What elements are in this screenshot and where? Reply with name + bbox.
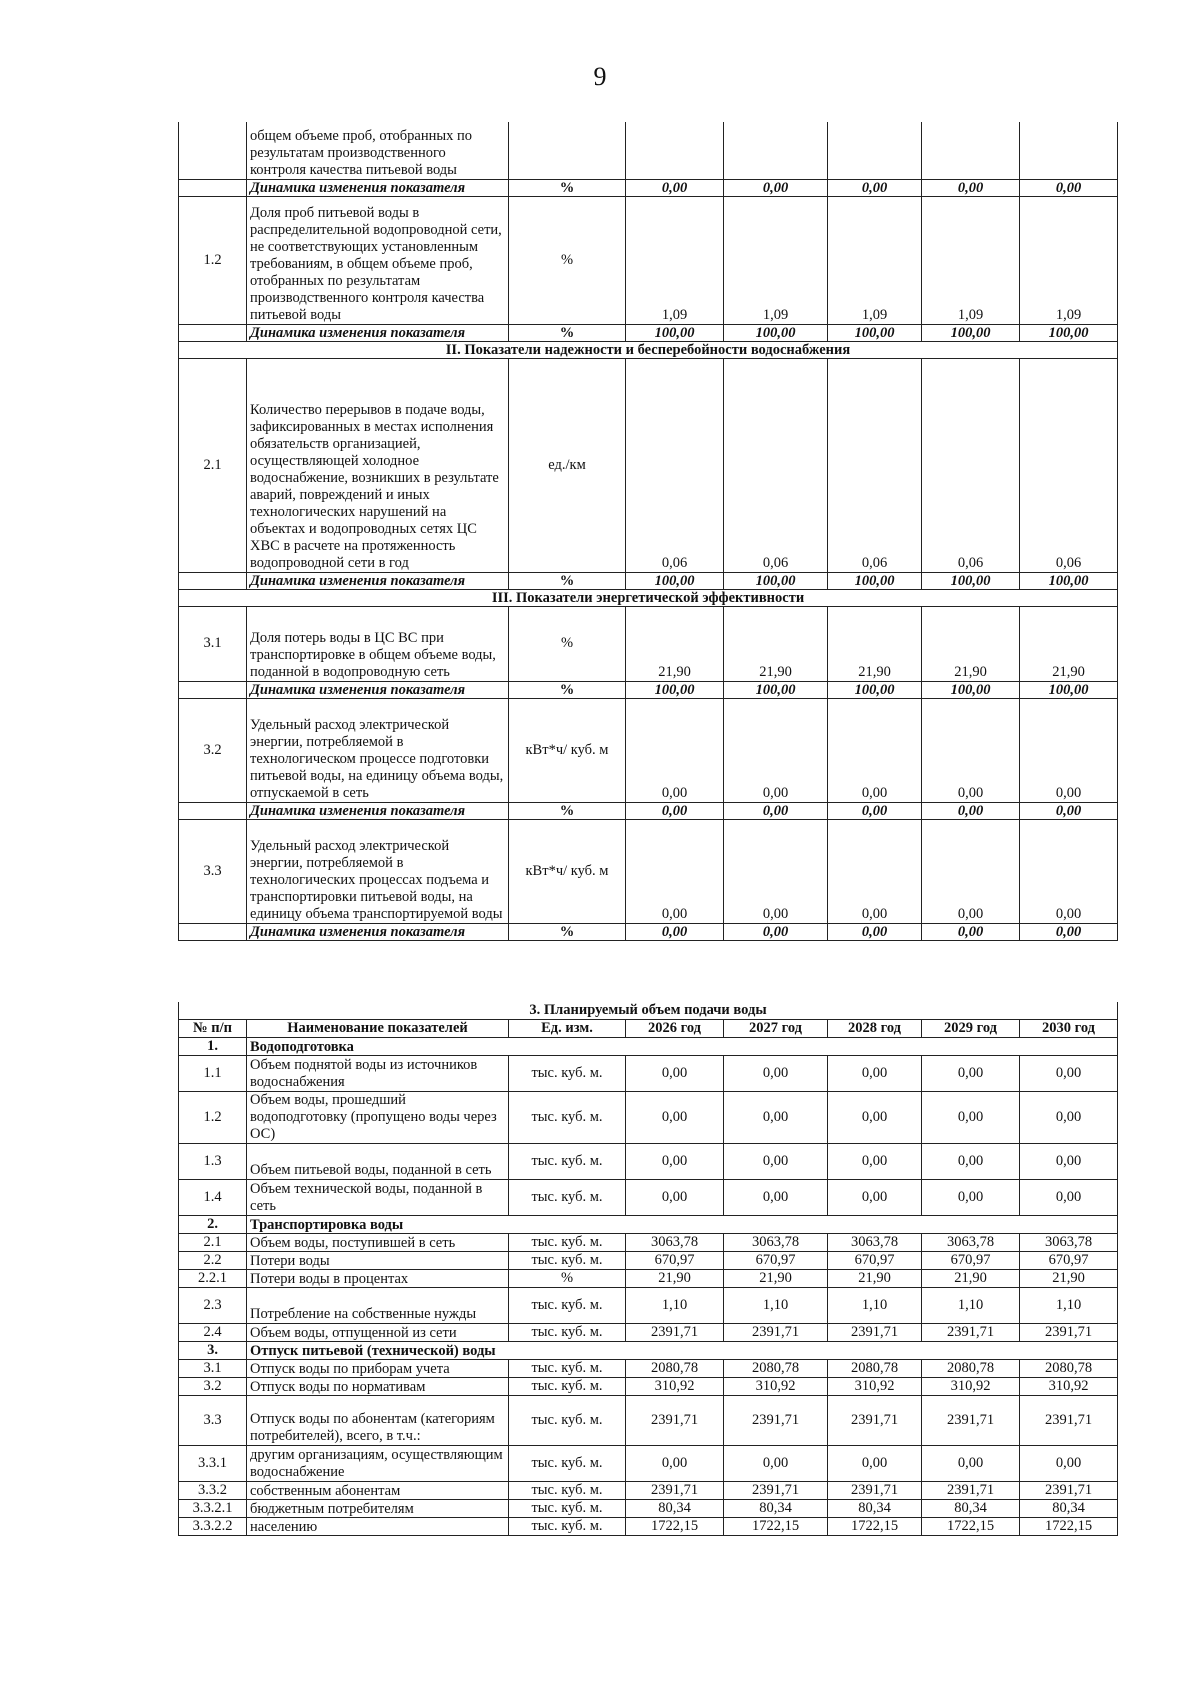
row-number: 3.2 — [179, 1378, 247, 1396]
value-cell: 100,00 — [922, 681, 1020, 698]
value-cell: 0,00 — [724, 1056, 828, 1092]
value-cell: 1,09 — [1020, 196, 1118, 324]
value-cell: 100,00 — [626, 324, 724, 341]
value-cell: 0,00 — [724, 1180, 828, 1216]
value-cell: 670,97 — [626, 1252, 724, 1270]
indicator-row — [179, 698, 1118, 802]
column-header: Наименование показателей — [247, 1020, 509, 1038]
value-cell: 2080,78 — [828, 1360, 922, 1378]
dynamics-row — [179, 802, 1118, 819]
value-cell: 0,00 — [626, 1056, 724, 1092]
value-cell: 1,10 — [922, 1288, 1020, 1324]
value-cell: 21,90 — [724, 606, 828, 681]
value-cell: 21,90 — [828, 606, 922, 681]
unit-cell: кВт*ч/ куб. м — [509, 819, 626, 923]
value-cell: 2391,71 — [724, 1482, 828, 1500]
value-cell — [724, 122, 828, 179]
value-cell: 3063,78 — [1020, 1234, 1118, 1252]
dynamics-row — [179, 681, 1118, 698]
indicator-name: Удельный расход электрической энергии, потребляемой в технологических процессах подъема и транспортировки питьевой воды, на единицу объема транспортируемой воды — [247, 819, 509, 923]
value-cell: 0,00 — [828, 1056, 922, 1092]
unit-cell: тыс. куб. м. — [509, 1180, 626, 1216]
indicator-row — [179, 606, 1118, 681]
value-cell: 21,90 — [828, 1270, 922, 1288]
value-cell: 21,90 — [922, 1270, 1020, 1288]
unit-cell: % — [509, 923, 626, 940]
value-cell: 0,00 — [626, 1092, 724, 1144]
group-number: 2. — [179, 1216, 247, 1234]
value-cell: 100,00 — [626, 681, 724, 698]
column-header: № п/п — [179, 1020, 247, 1038]
value-cell: 0,06 — [1020, 358, 1118, 572]
indicator-name: Объем поднятой воды из источников водоснабжения — [247, 1056, 509, 1092]
unit-cell: ед./км — [509, 358, 626, 572]
value-cell: 310,92 — [922, 1378, 1020, 1396]
indicator-name: собственным абонентам — [247, 1482, 509, 1500]
value-cell: 0,00 — [828, 923, 922, 940]
column-header: 2028 год — [828, 1020, 922, 1038]
group-row — [179, 1342, 1118, 1360]
value-cell: 100,00 — [828, 572, 922, 589]
table-row — [179, 1360, 1118, 1378]
value-cell: 0,00 — [1020, 179, 1118, 196]
indicator-row — [179, 358, 1118, 572]
value-cell: 0,00 — [1020, 923, 1118, 940]
value-cell: 0,00 — [724, 802, 828, 819]
row-number: 3.3.2 — [179, 1482, 247, 1500]
value-cell: 0,00 — [828, 1180, 922, 1216]
indicator-name: общем объеме проб, отобранных по результатам производственного контроля качества питьевой воды — [247, 122, 509, 179]
value-cell: 2391,71 — [626, 1396, 724, 1446]
unit-cell: тыс. куб. м. — [509, 1252, 626, 1270]
value-cell: 670,97 — [828, 1252, 922, 1270]
value-cell: 0,00 — [828, 1092, 922, 1144]
value-cell: 2391,71 — [828, 1396, 922, 1446]
dynamics-label: Динамика изменения показателя — [247, 572, 509, 589]
value-cell: 3063,78 — [828, 1234, 922, 1252]
unit-cell: кВт*ч/ куб. м — [509, 698, 626, 802]
value-cell: 0,00 — [1020, 1056, 1118, 1092]
dynamics-label: Динамика изменения показателя — [247, 681, 509, 698]
unit-cell — [509, 122, 626, 179]
value-cell: 21,90 — [724, 1270, 828, 1288]
section-title: II. Показатели надежности и бесперебойности водоснабжения — [179, 341, 1118, 358]
value-cell: 0,06 — [922, 358, 1020, 572]
value-cell: 0,00 — [922, 923, 1020, 940]
indicator-name: Потери воды — [247, 1252, 509, 1270]
value-cell: 1722,15 — [626, 1518, 724, 1536]
value-cell: 0,00 — [828, 802, 922, 819]
value-cell: 2391,71 — [922, 1324, 1020, 1342]
value-cell: 310,92 — [828, 1378, 922, 1396]
row-number: 3.3.2.1 — [179, 1500, 247, 1518]
table-row — [179, 1056, 1118, 1092]
indicator-name: Отпуск воды по приборам учета — [247, 1360, 509, 1378]
table-row — [179, 1252, 1118, 1270]
unit-cell: % — [509, 606, 626, 681]
unit-cell: тыс. куб. м. — [509, 1446, 626, 1482]
value-cell: 2391,71 — [626, 1482, 724, 1500]
value-cell: 21,90 — [626, 606, 724, 681]
row-number: 1.1 — [179, 1056, 247, 1092]
group-number: 3. — [179, 1342, 247, 1360]
value-cell: 80,34 — [922, 1500, 1020, 1518]
table-row — [179, 1446, 1118, 1482]
value-cell: 100,00 — [724, 324, 828, 341]
value-cell: 3063,78 — [626, 1234, 724, 1252]
row-number: 2.2 — [179, 1252, 247, 1270]
column-header: 2029 год — [922, 1020, 1020, 1038]
value-cell: 2080,78 — [922, 1360, 1020, 1378]
value-cell: 100,00 — [1020, 324, 1118, 341]
value-cell: 0,00 — [724, 1446, 828, 1482]
value-cell: 0,00 — [922, 1056, 1020, 1092]
value-cell: 0,00 — [626, 923, 724, 940]
row-number: 2.2.1 — [179, 1270, 247, 1288]
row-number-cell — [179, 572, 247, 589]
value-cell: 0,00 — [724, 698, 828, 802]
column-header: Ед. изм. — [509, 1020, 626, 1038]
unit-cell: тыс. куб. м. — [509, 1324, 626, 1342]
indicator-name: Объем воды, отпущенной из сети — [247, 1324, 509, 1342]
value-cell: 0,00 — [1020, 1180, 1118, 1216]
unit-cell: тыс. куб. м. — [509, 1056, 626, 1092]
value-cell: 2391,71 — [724, 1396, 828, 1446]
value-cell: 0,00 — [1020, 1144, 1118, 1180]
indicator-name: Потребление на собственные нужды — [247, 1288, 509, 1324]
value-cell: 670,97 — [724, 1252, 828, 1270]
value-cell: 2080,78 — [724, 1360, 828, 1378]
value-cell: 0,00 — [626, 179, 724, 196]
section-row — [179, 341, 1118, 358]
planned-volume-table — [178, 1002, 1118, 1536]
unit-cell: % — [509, 324, 626, 341]
value-cell — [1020, 122, 1118, 179]
dynamics-row — [179, 179, 1118, 196]
value-cell: 0,00 — [724, 1092, 828, 1144]
dynamics-row — [179, 572, 1118, 589]
value-cell: 0,00 — [828, 819, 922, 923]
row-number: 3.3.1 — [179, 1446, 247, 1482]
value-cell: 2391,71 — [828, 1324, 922, 1342]
indicator-row — [179, 819, 1118, 923]
column-header: 2026 год — [626, 1020, 724, 1038]
value-cell: 100,00 — [922, 324, 1020, 341]
indicator-row — [179, 196, 1118, 324]
value-cell: 100,00 — [1020, 681, 1118, 698]
dynamics-label: Динамика изменения показателя — [247, 179, 509, 196]
table-row — [179, 1396, 1118, 1446]
value-cell: 0,00 — [724, 923, 828, 940]
unit-cell: тыс. куб. м. — [509, 1482, 626, 1500]
table-row — [179, 1500, 1118, 1518]
value-cell: 0,00 — [724, 1144, 828, 1180]
indicator-name: бюджетным потребителям — [247, 1500, 509, 1518]
value-cell: 100,00 — [626, 572, 724, 589]
unit-cell: % — [509, 179, 626, 196]
table-row — [179, 1378, 1118, 1396]
unit-cell: % — [509, 196, 626, 324]
value-cell: 100,00 — [724, 572, 828, 589]
value-cell: 1722,15 — [724, 1518, 828, 1536]
value-cell: 100,00 — [724, 681, 828, 698]
column-header: 2027 год — [724, 1020, 828, 1038]
row-number: 2.4 — [179, 1324, 247, 1342]
dynamics-row — [179, 923, 1118, 940]
value-cell — [828, 122, 922, 179]
table-row — [179, 1288, 1118, 1324]
value-cell: 0,00 — [626, 698, 724, 802]
indicator-name: Объем питьевой воды, поданной в сеть — [247, 1144, 509, 1180]
value-cell: 1,10 — [626, 1288, 724, 1324]
group-title: Водоподготовка — [247, 1038, 1118, 1056]
value-cell: 1,10 — [828, 1288, 922, 1324]
value-cell — [626, 122, 724, 179]
value-cell: 2391,71 — [922, 1396, 1020, 1446]
value-cell: 0,00 — [828, 1446, 922, 1482]
value-cell: 80,34 — [828, 1500, 922, 1518]
value-cell: 2080,78 — [626, 1360, 724, 1378]
row-number: 1.2 — [179, 1092, 247, 1144]
group-row — [179, 1038, 1118, 1056]
unit-cell: тыс. куб. м. — [509, 1144, 626, 1180]
row-number-cell — [179, 179, 247, 196]
row-number: 3.3 — [179, 819, 247, 923]
value-cell: 1,10 — [724, 1288, 828, 1324]
row-number: 2.1 — [179, 358, 247, 572]
row-number: 1.4 — [179, 1180, 247, 1216]
value-cell: 21,90 — [922, 606, 1020, 681]
unit-cell: % — [509, 681, 626, 698]
value-cell: 670,97 — [922, 1252, 1020, 1270]
value-cell: 0,00 — [922, 802, 1020, 819]
value-cell: 0,00 — [626, 1180, 724, 1216]
value-cell: 0,06 — [828, 358, 922, 572]
value-cell: 0,00 — [922, 1446, 1020, 1482]
value-cell — [922, 122, 1020, 179]
unit-cell: тыс. куб. м. — [509, 1234, 626, 1252]
value-cell: 3063,78 — [922, 1234, 1020, 1252]
row-number — [179, 122, 247, 179]
indicator-name: Объем воды, поступившей в сеть — [247, 1234, 509, 1252]
value-cell: 0,00 — [724, 179, 828, 196]
value-cell: 1722,15 — [1020, 1518, 1118, 1536]
unit-cell: % — [509, 1270, 626, 1288]
value-cell: 21,90 — [626, 1270, 724, 1288]
value-cell: 3063,78 — [724, 1234, 828, 1252]
value-cell: 310,92 — [1020, 1378, 1118, 1396]
value-cell: 310,92 — [724, 1378, 828, 1396]
value-cell: 0,00 — [1020, 698, 1118, 802]
indicator-name: Доля проб питьевой воды в распределительной водопроводной сети, не соответствующих установленным требованиям, в общем объеме проб, отобранных по результатам производственного контроля качества питьевой воды — [247, 196, 509, 324]
value-cell: 310,92 — [626, 1378, 724, 1396]
indicator-name: Объем воды, прошедший водоподготовку (пропущено воды через ОС) — [247, 1092, 509, 1144]
indicator-name: Отпуск воды по нормативам — [247, 1378, 509, 1396]
section-title: III. Показатели энергетической эффективности — [179, 589, 1118, 606]
value-cell: 21,90 — [1020, 1270, 1118, 1288]
value-cell: 0,00 — [828, 1144, 922, 1180]
row-number-cell — [179, 681, 247, 698]
value-cell: 1,09 — [724, 196, 828, 324]
indicator-name: Количество перерывов в подаче воды, зафиксированных в местах исполнения обязательств организацией, осуществляющей холодное водоснабжение, возникших в результате аварий, повреждений и иных технологических нарушений на объектах и водопроводных сетях ЦС ХВС в расчете на протяженность водопроводной сети в год — [247, 358, 509, 572]
indicator-name: Потери воды в процентах — [247, 1270, 509, 1288]
value-cell: 100,00 — [1020, 572, 1118, 589]
dynamics-label: Динамика изменения показателя — [247, 923, 509, 940]
value-cell: 2391,71 — [1020, 1324, 1118, 1342]
row-number: 3.3.2.2 — [179, 1518, 247, 1536]
unit-cell: % — [509, 802, 626, 819]
row-number-cell — [179, 324, 247, 341]
value-cell: 0,00 — [626, 819, 724, 923]
table-row — [179, 1234, 1118, 1252]
value-cell: 0,00 — [1020, 802, 1118, 819]
section-row — [179, 589, 1118, 606]
value-cell: 2080,78 — [1020, 1360, 1118, 1378]
row-number: 3.2 — [179, 698, 247, 802]
row-number: 3.3 — [179, 1396, 247, 1446]
value-cell: 1722,15 — [922, 1518, 1020, 1536]
unit-cell: тыс. куб. м. — [509, 1378, 626, 1396]
dynamics-label: Динамика изменения показателя — [247, 802, 509, 819]
value-cell: 0,00 — [922, 1180, 1020, 1216]
table-row — [179, 1092, 1118, 1144]
value-cell: 0,00 — [922, 819, 1020, 923]
value-cell: 0,00 — [922, 1144, 1020, 1180]
group-row — [179, 1216, 1118, 1234]
unit-cell: тыс. куб. м. — [509, 1092, 626, 1144]
table-row — [179, 1270, 1118, 1288]
value-cell: 80,34 — [626, 1500, 724, 1518]
unit-cell: тыс. куб. м. — [509, 1288, 626, 1324]
value-cell: 0,00 — [1020, 819, 1118, 923]
group-title: Отпуск питьевой (технической) воды — [247, 1342, 1118, 1360]
indicator-name: Отпуск воды по абонентам (категориям потребителей), всего, в т.ч.: — [247, 1396, 509, 1446]
row-number-cell — [179, 923, 247, 940]
value-cell: 0,00 — [724, 819, 828, 923]
value-cell: 0,06 — [724, 358, 828, 572]
row-number: 1.3 — [179, 1144, 247, 1180]
value-cell: 2391,71 — [922, 1482, 1020, 1500]
value-cell: 0,00 — [1020, 1092, 1118, 1144]
value-cell: 1722,15 — [828, 1518, 922, 1536]
value-cell: 2391,71 — [828, 1482, 922, 1500]
value-cell: 2391,71 — [626, 1324, 724, 1342]
value-cell: 0,00 — [922, 1092, 1020, 1144]
unit-cell: тыс. куб. м. — [509, 1500, 626, 1518]
value-cell: 21,90 — [1020, 606, 1118, 681]
row-number: 3.1 — [179, 606, 247, 681]
group-number: 1. — [179, 1038, 247, 1056]
value-cell: 1,09 — [922, 196, 1020, 324]
indicator-name: другим организациям, осуществляющим водоснабжение — [247, 1446, 509, 1482]
page-number: 9 — [593, 62, 607, 91]
indicator-name: населению — [247, 1518, 509, 1536]
unit-cell: тыс. куб. м. — [509, 1396, 626, 1446]
unit-cell: % — [509, 572, 626, 589]
group-title: Транспортировка воды — [247, 1216, 1118, 1234]
planned-volume-title: 3. Планируемый объем подачи воды — [179, 1002, 1118, 1020]
unit-cell: тыс. куб. м. — [509, 1518, 626, 1536]
value-cell: 80,34 — [724, 1500, 828, 1518]
value-cell: 100,00 — [922, 572, 1020, 589]
row-number: 2.3 — [179, 1288, 247, 1324]
table-row — [179, 1518, 1118, 1536]
table-row — [179, 1144, 1118, 1180]
row-number-cell — [179, 802, 247, 819]
unit-cell: тыс. куб. м. — [509, 1360, 626, 1378]
indicator-name: Доля потерь воды в ЦС ВС при транспортировке в общем объеме воды, поданной в водопроводную сеть — [247, 606, 509, 681]
value-cell: 1,09 — [828, 196, 922, 324]
indicator-name: Объем технической воды, поданной в сеть — [247, 1180, 509, 1216]
value-cell: 0,00 — [828, 698, 922, 802]
value-cell: 2391,71 — [1020, 1482, 1118, 1500]
value-cell: 2391,71 — [724, 1324, 828, 1342]
column-header: 2030 год — [1020, 1020, 1118, 1038]
row-number: 1.2 — [179, 196, 247, 324]
value-cell: 0,00 — [626, 1144, 724, 1180]
value-cell: 100,00 — [828, 681, 922, 698]
row-number: 3.1 — [179, 1360, 247, 1378]
table-row — [179, 1324, 1118, 1342]
value-cell: 100,00 — [828, 324, 922, 341]
table-row — [179, 1482, 1118, 1500]
value-cell: 1,09 — [626, 196, 724, 324]
value-cell: 0,06 — [626, 358, 724, 572]
value-cell: 0,00 — [1020, 1446, 1118, 1482]
indicators-table — [178, 122, 1118, 941]
value-cell: 0,00 — [626, 1446, 724, 1482]
row-number: 2.1 — [179, 1234, 247, 1252]
value-cell: 670,97 — [1020, 1252, 1118, 1270]
value-cell: 0,00 — [922, 698, 1020, 802]
dynamics-row — [179, 324, 1118, 341]
table-row — [179, 1180, 1118, 1216]
value-cell: 80,34 — [1020, 1500, 1118, 1518]
dynamics-label: Динамика изменения показателя — [247, 324, 509, 341]
value-cell: 0,00 — [626, 802, 724, 819]
value-cell: 2391,71 — [1020, 1396, 1118, 1446]
indicator-row — [179, 122, 1118, 179]
value-cell: 0,00 — [922, 179, 1020, 196]
value-cell: 0,00 — [828, 179, 922, 196]
value-cell: 1,10 — [1020, 1288, 1118, 1324]
indicator-name: Удельный расход электрической энергии, потребляемой в технологическом процессе подготовки питьевой воды, на единицу объема воды, отпускаемой в сеть — [247, 698, 509, 802]
